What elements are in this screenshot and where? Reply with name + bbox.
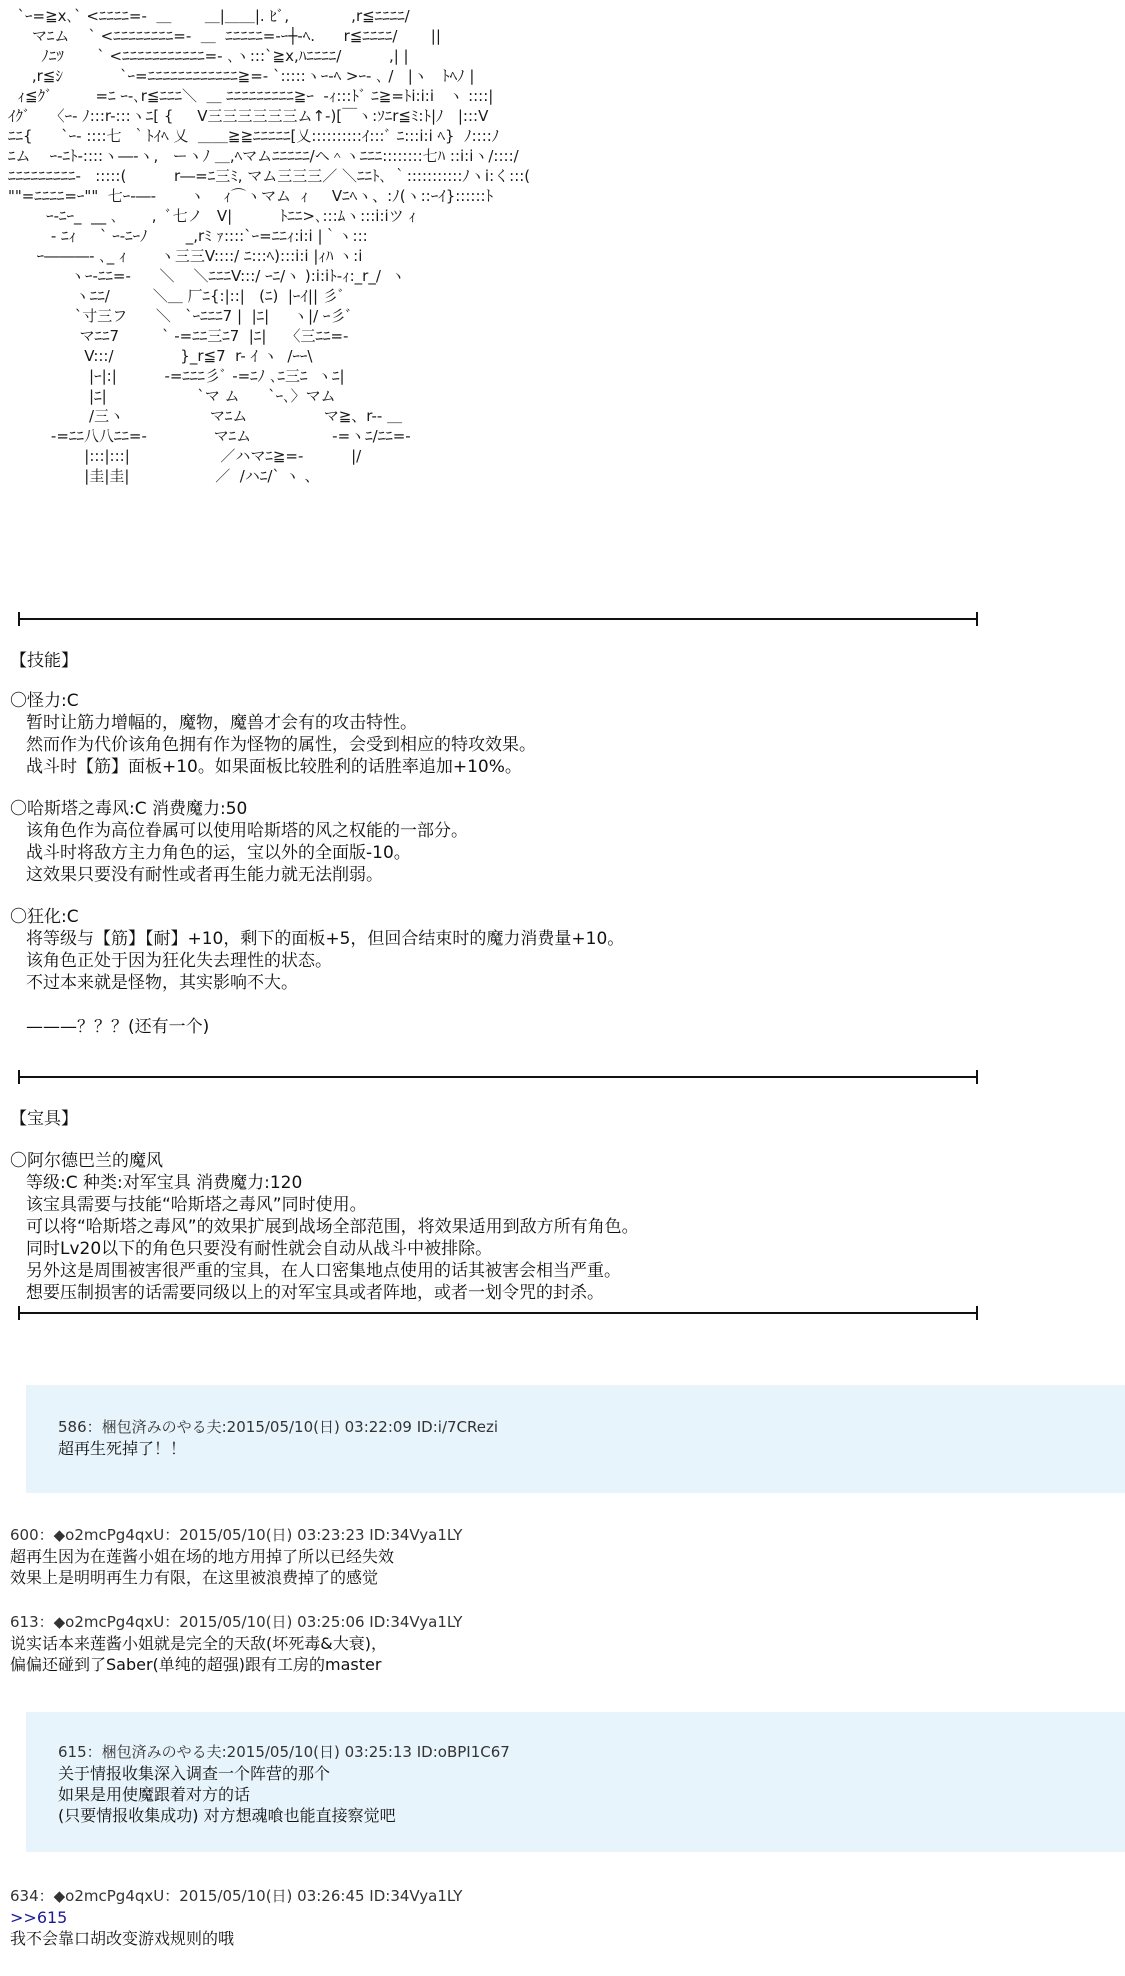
np-section-title: 【宝具】 — [10, 1109, 78, 1129]
skill-line: 不过本来就是怪物，其实影响不大。 — [26, 973, 298, 993]
divider-bar — [18, 618, 978, 620]
skills-section-title: 【技能】 — [10, 651, 78, 671]
skill-name: 〇怪力:C — [10, 691, 79, 711]
post-message: 超再生因为在莲酱小姐在场的地方用掉了所以已经失效 — [10, 1547, 395, 1566]
post-message: 偏偏还碰到了Saber(单纯的超强)跟有工房的master — [10, 1655, 382, 1674]
skill-line: 该角色作为高位眷属可以使用哈斯塔的风之权能的一部分。 — [26, 821, 468, 841]
skill-line: 战斗时将敌方主力角色的运，宝以外的全面版-10。 — [26, 843, 411, 863]
divider-bar — [18, 1076, 978, 1078]
np-name: 〇阿尔德巴兰的魔风 — [10, 1151, 163, 1171]
skill-line: ———？？？(还有一个) — [26, 1017, 210, 1037]
divider-cap-left — [18, 1070, 20, 1084]
post-message: 效果上是明明再生力有限，在这里被浪费掉了的感觉 — [10, 1568, 379, 1587]
post-header: 634：◆o2mcPg4qxU：2015/05/10(日) 03:26:45 ID:34Vya1LY — [10, 1887, 463, 1905]
skill-block — [10, 906, 624, 1038]
post-reply-link[interactable]: >>615 — [10, 1908, 68, 1927]
divider-cap-left — [18, 1306, 20, 1320]
skill-line: 暂时让筋力增幅的，魔物，魔兽才会有的攻击特性。 — [26, 713, 417, 733]
np-block — [10, 1150, 639, 1304]
divider-cap-right — [976, 1070, 978, 1084]
post-message: 关于情报收集深入调查一个阵营的那个 — [58, 1764, 331, 1783]
divider-rule — [18, 612, 978, 626]
skill-block — [10, 798, 468, 886]
skill-line — [10, 994, 624, 1016]
skill-block — [10, 690, 536, 778]
skill-line: 然而作为代价该角色拥有作为怪物的属性，会受到相应的特攻效果。 — [26, 735, 536, 755]
quoted-post — [26, 1385, 1125, 1493]
divider-cap-right — [976, 612, 978, 626]
post-message: 说实话本来莲酱小姐就是完全的天敌(坏死毒&大衰)， — [10, 1634, 387, 1653]
thread-post — [10, 1886, 462, 1949]
np-line: 另外这是周围被害很严重的宝具，在人口密集地点使用的话其被害会相当严重。 — [26, 1261, 621, 1281]
skill-line: 将等级与【筋】【耐】+10，剩下的面板+5，但回合结束时的魔力消费量+10。 — [26, 929, 625, 949]
skill-name: 〇狂化:C — [10, 907, 79, 927]
np-line: 可以将“哈斯塔之毒风”的效果扩展到战场全部范围，将效果适用到敌方所有角色。 — [26, 1217, 639, 1237]
np-line: 想要压制损害的话需要同级以上的对军宝具或者阵地，或者一划令咒的封杀。 — [26, 1283, 604, 1303]
post-message: 如果是用使魔跟着对方的话 — [58, 1785, 251, 1804]
skill-line: 这效果只要没有耐性或者再生能力就无法削弱。 — [26, 865, 383, 885]
post-header: 586：梱包済みのやる夫:2015/05/10(日) 03:22:09 ID:i/7CRezi — [58, 1418, 499, 1436]
np-line: 等级:C 种类:对军宝具 消费魔力:120 — [26, 1173, 303, 1193]
divider-cap-left — [18, 612, 20, 626]
np-line: 同时Lv20以下的角色只要没有耐性就会自动从战斗中被排除。 — [26, 1239, 493, 1259]
skill-line: 该角色正处于因为狂化失去理性的状态。 — [26, 951, 332, 971]
skill-name: 〇哈斯塔之毒风:C 消费魔力:50 — [10, 799, 248, 819]
divider-rule — [18, 1306, 978, 1320]
divider-cap-right — [976, 1306, 978, 1320]
divider-rule — [18, 1070, 978, 1084]
skill-line: 战斗时【筋】面板+10。如果面板比较胜利的话胜率追加+10%。 — [26, 757, 522, 777]
thread-post — [10, 1612, 462, 1675]
post-header: 615：梱包済みのやる夫:2015/05/10(日) 03:25:13 ID:oBPI1C67 — [58, 1743, 510, 1761]
post-message: 超再生死掉了！！ — [58, 1439, 187, 1458]
post-message: (只要情报收集成功) 对方想魂喰也能直接察觉吧 — [58, 1806, 396, 1825]
quoted-post — [26, 1712, 1125, 1852]
post-header: 613：◆o2mcPg4qxU：2015/05/10(日) 03:25:06 ID:34Vya1LY — [10, 1613, 463, 1631]
divider-bar — [18, 1312, 978, 1314]
ascii-art: `ｰ=≧x､` <ﾆﾆﾆﾆ=- ＿ ＿|＿＿|. ﾋﾞ, ,r≦ﾆﾆﾆﾆ/ マﾆム ` <ﾆﾆﾆﾆﾆﾆﾆﾆ=- ＿ ﾆﾆﾆﾆﾆ=-ｰ┼‐ﾍ. r≦ﾆﾆﾆﾆ/ || ﾉﾆﾂ ` <ﾆﾆﾆﾆﾆﾆﾆﾆﾆﾆﾆ=- ､ヽ:::`≧x,ﾊﾆﾆﾆﾆ/ ,| | ,r≦ｼ `ｰ=ﾆﾆﾆﾆﾆﾆﾆﾆﾆﾆﾆﾆ≧=- `:::::ヽｰ-ﾍ >ｰ- ､ / |ヽ ﾄﾍﾉ | ｨ≦ｸﾞ =ﾆ ｰ-､r≦ﾆﾆﾆ＼ ＿ ﾆﾆﾆﾆﾆﾆﾆﾆﾆ≧ｰ -ｨ:::ﾄﾞ ﾆ≧=ﾄi:i:i ヽ ::::| ｲｸﾞ 〈ｰ- ﾉ:::r-:::ヽﾆ[ { V三三三三三三ム↑-)[￣ヽ:ｿﾆr≦ﾐ:ﾄ|ﾉ |:::V ﾆﾆ{ `ｰ- ::::七 ｀ﾄｲﾍ 乂 ＿＿≧≧ﾆﾆﾆﾆﾆ[乂::::::::::ｲ:::ﾞ ﾆ:::i:i ﾍ} ﾉ::::ﾉ ﾆム ｰ-ﾆﾄ-::::ヽ―-ヽ, ーヽﾉ ＿,ﾍマムﾆﾆﾆﾆﾆ/ヘ＾ヽﾆﾆﾆ::::::::七ﾊ ::i:iヽ/::::/ ﾆﾆﾆﾆﾆﾆﾆﾆﾆ- :::::( r―=ﾆ三ﾐ, マム三三三／ ＼ﾆﾆﾄ､ ｀:::::::::::ﾉヽi:く:::( ""=ﾆﾆﾆﾆ=ｰ"" 七ｰ-―- ヽ ｨ⌒ヽマム ｨ Vﾆﾍヽ、:ﾉ(ヽ::ｰｲ}::::::ﾄ ｰ-ﾆｰ_ __ ､ , ﾞ七ノ V| ﾄﾆﾆ>､:::ﾑヽ:::i:iツ ｨ - ﾆｨ ` ｰ-ﾆｰﾉ _,rﾐ ｧ::::`ｰ=ﾆﾆｨ:i:i |｀ヽ::: ｰ―――- ､_ ｨ ヽ三三V::::/ ﾆ:::ﾍ):::i:i |ｨﾊ ヽ:i ヽｰ-ﾆﾆ=- ＼ ＼ﾆﾆﾆV:::/ ｰﾆ/ヽ ):i:iﾄ-ｨ:_r_/ ヽ ヽﾆﾆ/ ＼＿ 厂ﾆ{:|::| (ﾆ) |ｰｲ|| 彡ﾞ `寸三フ ＼ `ｰﾆﾆﾆ7 | |ﾆ| ヽ|/ ｰ彡ﾞ マﾆﾆ7 ` -=ﾆﾆ三ﾆ7 |ﾆ| 〈三ﾆﾆ=- V:::/ }_r≦7 r- ｲ ヽ /ｰｰ\ |ｰ|:| -=ﾆﾆﾆ彡ﾞ -=ﾆﾉ ､ﾆ三ﾆ ヽﾆ| |ﾆ| `マ ム `ｰ､〉マム /三ヽ マﾆム マ≧、r-- ＿ -=ﾆﾆ八八ﾆﾆ=- マﾆム -=ヽﾆ/ﾆﾆ=- |:::|:::| ／ハマﾆ≧=- |/ |圭|圭| ／ /ハﾆ/` ヽ 、 — [8, 7, 531, 485]
post-message: 我不会靠口胡改变游戏规则的哦 — [10, 1929, 235, 1948]
np-line: 该宝具需要与技能“哈斯塔之毒风”同时使用。 — [26, 1195, 367, 1215]
thread-post — [10, 1525, 462, 1588]
post-header: 600：◆o2mcPg4qxU：2015/05/10(日) 03:23:23 ID:34Vya1LY — [10, 1526, 463, 1544]
